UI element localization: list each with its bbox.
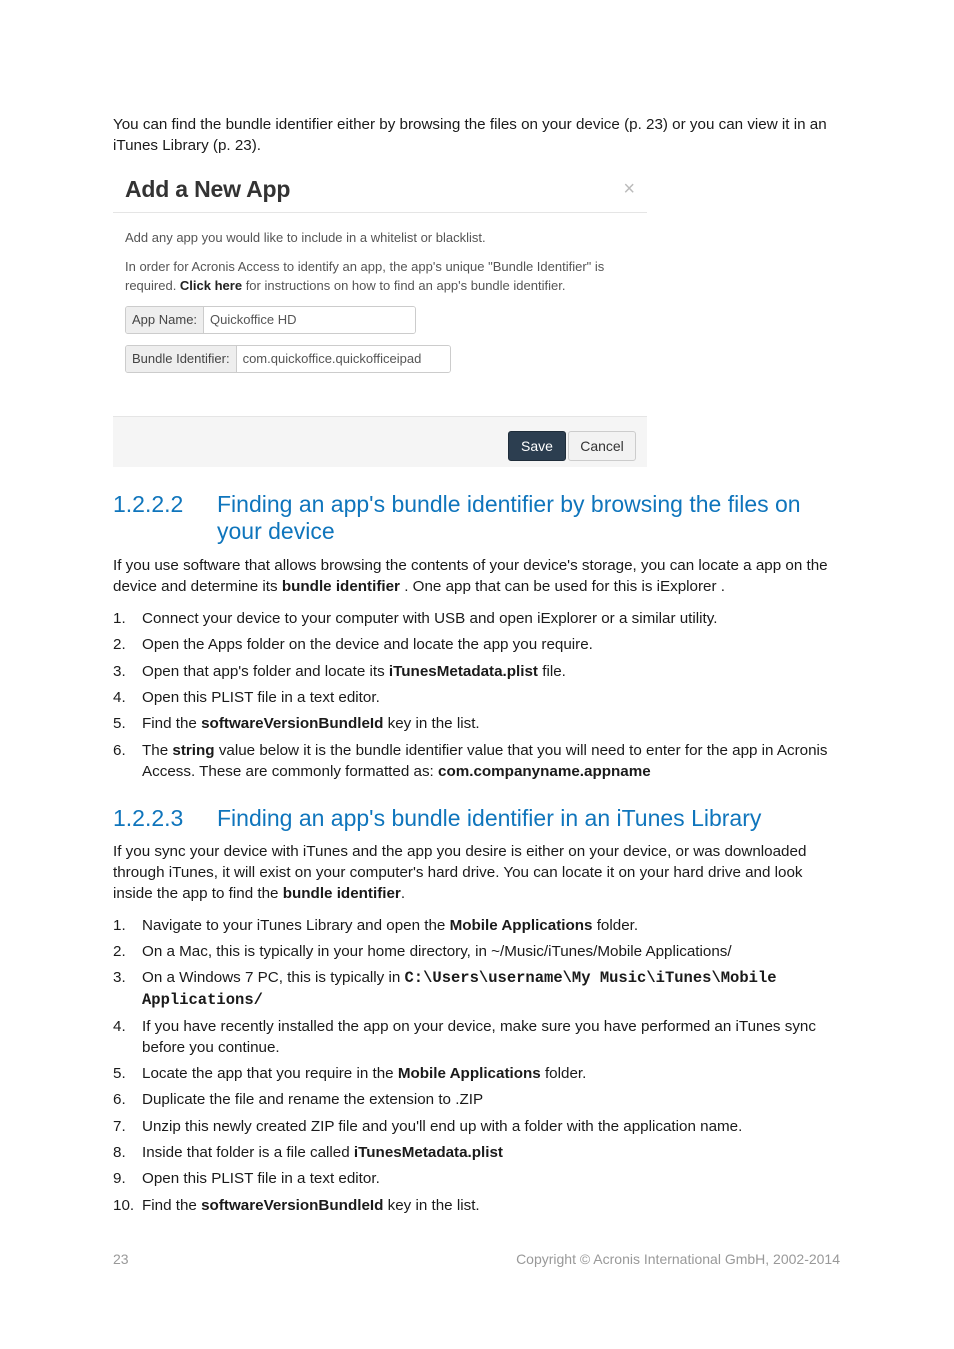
- list-number: 6.: [113, 742, 126, 759]
- para-text-end: .: [400, 885, 406, 902]
- list-number: 7.: [113, 1118, 126, 1135]
- list-text-mid: value below it is the bundle identifier value that you will need to enter for the app in Acronis Access. These are commonly formatted as:: [142, 742, 828, 780]
- list-item: [113, 1168, 840, 1189]
- bundle-identifier-label: Bundle Identifier:: [126, 346, 237, 372]
- list-number: 5.: [113, 1065, 126, 1082]
- list-number: 6.: [113, 1091, 126, 1108]
- list-bold: iTunesMetadata.plist: [388, 663, 538, 680]
- add-app-dialog-screenshot: [113, 170, 647, 466]
- list-item: [113, 1089, 840, 1110]
- list-bold: string: [172, 742, 215, 759]
- page-number: 23: [113, 1251, 129, 1267]
- list-bold: softwareVersionBundleId: [201, 1197, 384, 1214]
- intro-paragraph: You can find the bundle identifier either by browsing the files on your device (p. 23) or you can view it in an iTunes Library (p. 23).: [113, 116, 827, 154]
- list-text: On a Mac, this is typically in your home directory, in ~/Music/iTunes/Mobile Applications/: [142, 943, 732, 960]
- list-item: [113, 967, 840, 1011]
- list-text: Navigate to your iTunes Library and open the: [142, 917, 450, 934]
- section-number: 1.2.2.3: [113, 805, 184, 831]
- list-item: [113, 1063, 840, 1084]
- list-bold: Mobile Applications: [449, 917, 593, 934]
- list-number: 8.: [113, 1144, 126, 1161]
- para-text-end: . One app that can be used for this is iExplorer .: [399, 578, 726, 595]
- app-name-input[interactable]: Quickoffice HD: [204, 307, 415, 333]
- list-number: 3.: [113, 663, 126, 680]
- click-here-link[interactable]: Click here: [179, 278, 243, 293]
- list-item: [113, 915, 840, 936]
- list-text-end: key in the list.: [383, 715, 480, 732]
- instructions-text-end: for instructions on how to find an app's bundle identifier.: [242, 278, 566, 293]
- list-item: [113, 687, 840, 708]
- list-item: [113, 634, 840, 655]
- list-item: [113, 1142, 840, 1163]
- section-title: Finding an app's bundle identifier by browsing the files on your device: [217, 491, 801, 544]
- list-text: Open this PLIST file in a text editor.: [142, 1170, 380, 1187]
- cancel-button[interactable]: Cancel: [568, 431, 636, 461]
- list-number: 5.: [113, 715, 126, 732]
- section1-steps: [113, 608, 840, 782]
- list-item: [113, 713, 840, 734]
- para-bold: bundle identifier: [281, 578, 400, 595]
- bundle-identifier-field[interactable]: [125, 345, 451, 373]
- section-number: 1.2.2.2: [113, 491, 184, 517]
- copyright-notice: Copyright © Acronis International GmbH, 2002-2014: [516, 1251, 840, 1267]
- list-text: The: [142, 742, 173, 759]
- dialog-divider: [113, 212, 647, 213]
- list-text: On a Windows 7 PC, this is typically in: [142, 969, 405, 986]
- list-bold: iTunesMetadata.plist: [353, 1144, 503, 1161]
- dialog-instructions: [125, 257, 645, 295]
- list-text-end: file.: [538, 663, 566, 680]
- list-item: [113, 1016, 840, 1058]
- list-number: 4.: [113, 1018, 126, 1035]
- list-item: [113, 1116, 840, 1137]
- save-button[interactable]: Save: [508, 431, 566, 461]
- list-item: [113, 941, 840, 962]
- list-number: 1.: [113, 917, 126, 934]
- list-text-end: folder.: [592, 917, 639, 934]
- list-text: Connect your device to your computer with USB and open iExplorer or a similar utility.: [142, 610, 718, 627]
- app-name-label: App Name:: [126, 307, 204, 333]
- list-text: Duplicate the file and rename the extension to .ZIP: [142, 1091, 484, 1108]
- list-bold-format: com.companyname.appname: [438, 763, 651, 780]
- para-text: If you sync your device with iTunes and the app you desire is either on your device, or was downloaded through iTunes, it will exist on your computer's hard drive. You can locate it on your hard drive and look inside the app to find the: [113, 843, 807, 902]
- list-text: Inside that folder is a file called: [142, 1144, 354, 1161]
- section-title: Finding an app's bundle identifier in an iTunes Library: [217, 805, 762, 831]
- list-text: Locate the app that you require in the: [142, 1065, 398, 1082]
- section1-paragraph: [113, 555, 840, 597]
- section2-steps: [113, 915, 840, 1216]
- list-text: Find the: [142, 715, 202, 732]
- list-text: Unzip this newly created ZIP file and you'll end up with a folder with the application name.: [142, 1118, 743, 1135]
- list-text: Open this PLIST file in a text editor.: [142, 689, 380, 706]
- section-heading-browsing: [113, 491, 840, 547]
- list-number: 9.: [113, 1170, 126, 1187]
- list-text: Find the: [142, 1197, 202, 1214]
- list-bold: softwareVersionBundleId: [201, 715, 384, 732]
- list-text: Open that app's folder and locate its: [142, 663, 389, 680]
- section2-paragraph: [113, 841, 840, 904]
- para-text: If you use software that allows browsing the contents of your device's storage, you can locate a app on the device and determine its: [113, 557, 828, 595]
- dialog-title: Add a New App: [125, 176, 291, 202]
- list-number: 2.: [113, 636, 126, 653]
- list-bold: Mobile Applications: [397, 1065, 541, 1082]
- list-item: [113, 661, 840, 682]
- instructions-text: In order for Acronis Access to identify an app, the app's unique "Bundle Identifier" is required.: [125, 259, 605, 293]
- dialog-footer: [113, 416, 647, 467]
- list-number: 2.: [113, 943, 126, 960]
- list-text: Open the Apps folder on the device and locate the app you require.: [142, 636, 593, 653]
- app-name-field[interactable]: [125, 306, 416, 334]
- list-number: 10.: [113, 1197, 135, 1214]
- list-text-end: folder.: [540, 1065, 587, 1082]
- bundle-identifier-input[interactable]: com.quickoffice.quickofficeipad: [237, 346, 450, 372]
- list-text: If you have recently installed the app on your device, make sure you have performed an iTunes sync before you continue.: [142, 1018, 816, 1056]
- list-number: 1.: [113, 610, 126, 627]
- list-path: C:\Users\username\My Music\iTunes\Mobile Applications/: [142, 969, 777, 1009]
- close-icon[interactable]: ×: [623, 178, 635, 200]
- list-item: [113, 608, 840, 629]
- dialog-description: Add any app you would like to include in a whitelist or blacklist.: [125, 230, 486, 245]
- list-item: [113, 1195, 840, 1216]
- list-item: [113, 740, 840, 782]
- list-text-end: key in the list.: [383, 1197, 480, 1214]
- list-number: 4.: [113, 689, 126, 706]
- list-number: 3.: [113, 969, 126, 986]
- para-bold: bundle identifier: [282, 885, 401, 902]
- section-heading-itunes: [113, 805, 840, 833]
